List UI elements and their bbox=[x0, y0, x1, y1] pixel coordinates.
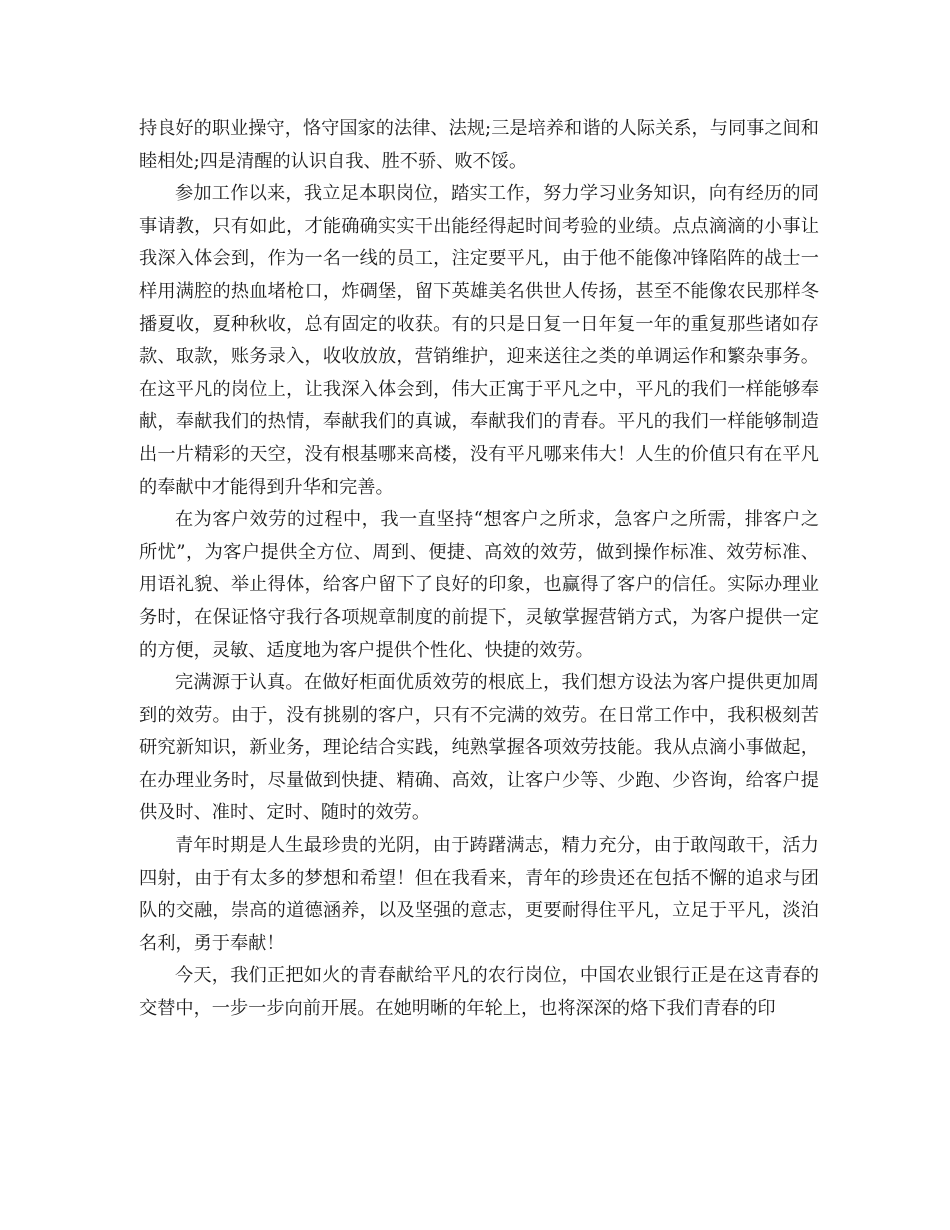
paragraph-youth: 青年时期是人生最珍贵的光阴，由于踌躇满志，精力充分，由于敢闯敢干，活力四射，由于有太多的梦想和希望！但在我看来，青年的珍贵还在包括不懈的追求与团队的交融，崇高的道德涵养，以及坚强的意志，更要耐得住平凡，立足于平凡，淡泊名利，勇于奉献！ bbox=[139, 835, 819, 954]
body-text bbox=[139, 113, 819, 1026]
paragraph-today: 今天，我们正把如火的青春献给平凡的农行岗位，中国农业银行正是在这青春的交替中，一步一步向前开展。在她明晰的年轮上，也将深深的烙下我们青春的印 bbox=[139, 965, 819, 1020]
paragraph-continuation: 持良好的职业操守，恪守国家的法律、法规;三是培养和谐的人际关系，与同事之间和睦相处;四是清醒的认识自我、胜不骄、败不馁。 bbox=[139, 118, 819, 172]
paragraph-customer-service: 在为客户效劳的过程中，我一直坚持“想客户之所求，急客户之所需，排客户之所忧”，为客户提供全方位、周到、便捷、高效的效劳，做到操作标准、效劳标准、用语礼貌、举止得体，给客户留下了良好的印象，也赢得了客户的信任。实际办理业务时，在保证恪守我行各项规章制度的前提下，灵敏掌握营销方式，为客户提供一定的方便，灵敏、适度地为客户提供个性化、快捷的效劳。 bbox=[139, 509, 819, 661]
paragraph-work-experience: 参加工作以来，我立足本职岗位，踏实工作，努力学习业务知识，向有经历的同事请教，只有如此，才能确确实实干出能经得起时间考验的业绩。点点滴滴的小事让我深入体会到，作为一名一线的员工，注定要平凡，由于他不能像冲锋陷阵的战士一样用满腔的热血堵枪口，炸碉堡，留下英雄美名供世人传扬，甚至不能像农民那样冬播夏收，夏种秋收，总有固定的收获。有的只是日复一日年复一年的重复那些诸如存款、取款，账务录入，收收放放，营销维护，迎来送往之类的单调运作和繁杂事务。在这平凡的岗位上，让我深入体会到，伟大正寓于平凡之中，平凡的我们一样能够奉献，奉献我们的热情，奉献我们的真诚，奉献我们的青春。平凡的我们一样能够制造出一片精彩的天空，没有根基哪来高楼，没有平凡哪来伟大！人生的价值只有在平凡的奉献中才能得到升华和完善。 bbox=[139, 183, 819, 498]
paragraph-perfection: 完满源于认真。在做好柜面优质效劳的根底上，我们想方设法为客户提供更加周到的效劳。由于，没有挑剔的客户，只有不完满的效劳。在日常工作中，我积极刻苦研究新知识，新业务，理论结合实践，纯熟掌握各项效劳技能。我从点滴小事做起，在办理业务时，尽量做到快捷、精确、高效，让客户少等、少跑、少咨询，给客户提供及时、准时、定时、随时的效劳。 bbox=[139, 672, 819, 824]
